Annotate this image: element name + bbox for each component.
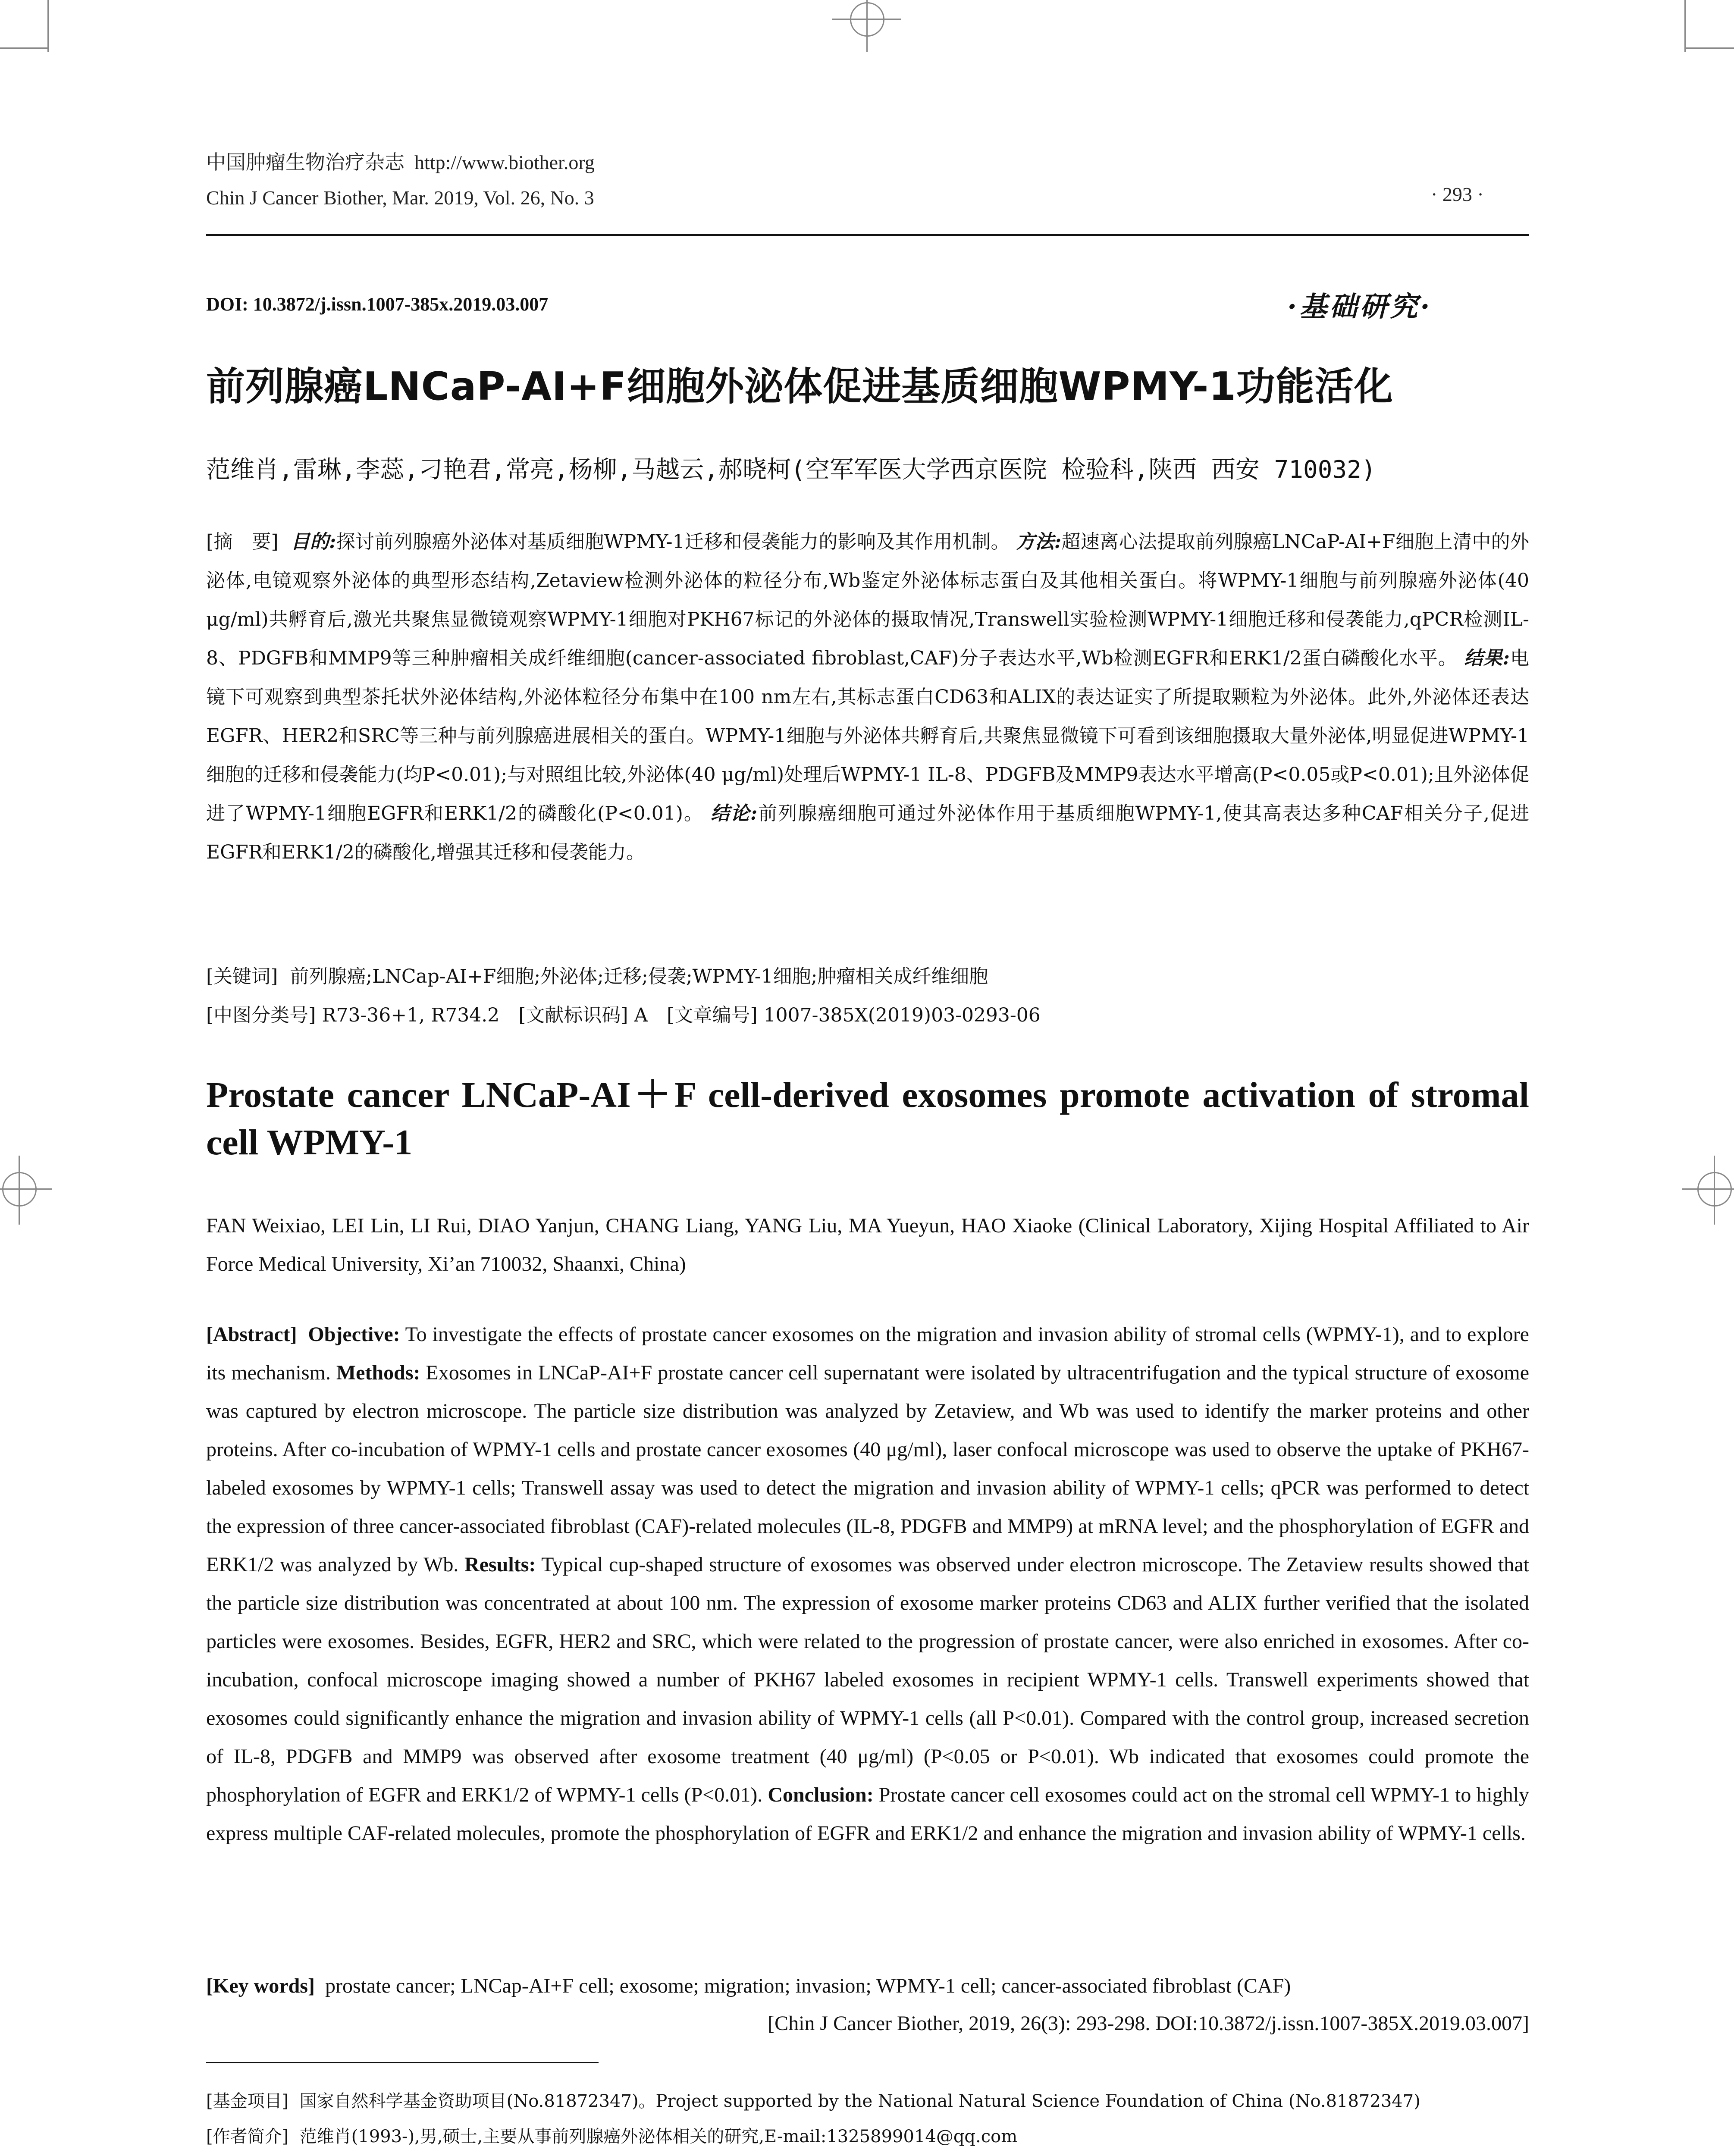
- journal-name-cn: 中国肿瘤生物治疗杂志: [206, 150, 404, 174]
- authors-en: FAN Weixiao, LEI Lin, LI Rui, DIAO Yanjun, CHANG Liang, YANG Liu, MA Yueyun, HAO Xiaoke (Clinical Laboratory, Xijing Hospital Affiliated to Air Force Medical University, Xi’an 710032, Shaanxi, China): [206, 1214, 1529, 1275]
- methods-label-en: Methods:: [336, 1361, 420, 1384]
- author-text: 范维肖(1993-),男,硕士,主要从事前列腺癌外泌体相关的研究,E-mail:1325899014@qq.com: [299, 2127, 1018, 2147]
- results-label-en: Results:: [464, 1553, 536, 1576]
- doi: DOI: 10.3872/j.issn.1007-385x.2019.03.007: [206, 294, 549, 315]
- objective-label-en: Objective:: [308, 1323, 400, 1346]
- keywords-cn-label: [关键词]: [206, 965, 278, 987]
- section-tag: ·基础研究·: [1287, 291, 1433, 323]
- methods-cn: 超速离心法提取前列腺癌LNCaP-AI+F细胞上清中的外泌体,电镜观察外泌体的典型形态结构,Zetaview检测外泌体的粒径分布,Wb鉴定外泌体标志蛋白及其他相关蛋白。将WPMY-1细胞与前列腺癌外泌体(40 μg/ml)共孵育后,激光共聚焦显微镜观察WPMY-1细胞对PKH67标记的外泌体的摄取情况,Transwell实验检测WPMY-1细胞迁移和侵袭能力,qPCR检测IL-8、PDGFB和MMP9等三种肿瘤相关成纤维细胞(cancer-associated fibroblast,CAF)分子表达水平,Wb检测EGFR和ERK1/2蛋白磷酸化水平。: [206, 531, 1529, 669]
- classification-cn: [中图分类号] R73-36+1, R734.2 [文献标识码] A [文章编号] 1007-385X(2019)03-0293-06: [206, 1004, 1041, 1026]
- abstract-cn: [206, 523, 1529, 872]
- keywords-cn: [206, 961, 988, 988]
- journal-url[interactable]: http://www.biother.org: [414, 151, 595, 173]
- title-en: Prostate cancer LNCaP-AI＋F cell-derived exosomes promote activation of stromal cell WPMY-1: [206, 1075, 1529, 1163]
- footnotes: [206, 2084, 1529, 2156]
- author-label: [作者简介]: [206, 2127, 289, 2147]
- abstract-cn-head: [摘 要]: [206, 531, 279, 553]
- citation: [Chin J Cancer Biother, 2019, 26(3): 293-298. DOI:10.3872/j.issn.1007-385X.2019.03.007]: [768, 2012, 1529, 2035]
- conclusion-label-en: Conclusion:: [768, 1783, 874, 1806]
- objective-cn: 探讨前列腺癌外泌体对基质细胞WPMY-1迁移和侵袭能力的影响及其作用机制。: [336, 531, 1010, 553]
- methods-label-cn: 方法:: [1016, 531, 1062, 553]
- keywords-en-text: prostate cancer; LNCap-AI+F cell; exosome; migration; invasion; WPMY-1 cell; cancer-associated fibroblast (CAF): [325, 1974, 1291, 1997]
- page-number: · 293 ·: [1431, 183, 1484, 205]
- funding-label: [基金项目]: [206, 2091, 289, 2111]
- journal-name-en: Chin J Cancer Biother, Mar. 2019, Vol. 26, No. 3: [206, 187, 594, 209]
- title-cn: 前列腺癌LNCaP-AI+F细胞外泌体促进基质细胞WPMY-1功能活化: [206, 364, 1393, 409]
- footnote-funding: [206, 2084, 1529, 2119]
- footnote-author: [206, 2119, 1529, 2154]
- results-label-cn: 结果:: [1464, 647, 1510, 669]
- objective-en: To investigate the effects of prostate cancer exosomes on the migration and invasion ability of stromal cells (WPMY-1), and to explore its mechanism.: [206, 1323, 1529, 1384]
- conclusion-label-cn: 结论:: [710, 802, 758, 824]
- results-cn: 电镜下可观察到典型茶托状外泌体结构,外泌体粒径分布集中在100 nm左右,其标志蛋白CD63和ALIX的表达证实了所提取颗粒为外泌体。此外,外泌体还表达EGFR、HER2和SRC等三种与前列腺癌进展相关的蛋白。WPMY-1细胞与外泌体共孵育后,共聚焦显微镜下可看到该细胞摄取大量外泌体,明显促进WPMY-1细胞的迁移和侵袭能力(均P<0.01);与对照组比较,外泌体(40 μg/ml)处理后WPMY-1 IL-8、PDGFB及MMP9表达水平增高(P<0.05或P<0.01);且外泌体促进了WPMY-1细胞EGFR和ERK1/2的磷酸化(P<0.01)。: [206, 647, 1529, 824]
- footnote-rule: [206, 2062, 599, 2063]
- journal-header-cn: [206, 147, 595, 175]
- funding-text: 国家自然科学基金资助项目(No.81872347)。Project supported by the National Natural Science Foundation of China (No.81872347): [299, 2091, 1420, 2111]
- conclusion-en: Prostate cancer cell exosomes could act on the stromal cell WPMY-1 to highly express multiple CAF-related molecules, promote the phosphorylation of EGFR and ERK1/2 and enhance the migration and invasion ability of WPMY-1 cells.: [206, 1783, 1530, 1845]
- objective-label-cn: 目的:: [291, 531, 336, 553]
- keywords-cn-text: 前列腺癌;LNCap-AI+F细胞;外泌体;迁移;侵袭;WPMY-1细胞;肿瘤相关成纤维细胞: [290, 965, 988, 987]
- results-en: Typical cup-shaped structure of exosomes was observed under electron microscope. The Zetaview results showed that the particle size distribution was concentrated at about 100 nm. The expression of exosome marker proteins CD63 and ALIX further verified that the isolated particles were exosomes. Besides, EGFR, HER2 and SRC, which were related to the progression of prostate cancer, were also enriched in exosomes. After co-incubation, confocal microscope imaging showed a number of PKH67 labeled exosomes in recipient WPMY-1 cells. Transwell experiments showed that exosomes could significantly enhance the migration and invasion ability of WPMY-1 cells (all P<0.01). Compared with the control group, increased secretion of IL-8, PDGFB and MMP9 was observed after exosome treatment (40 μg/ml) (P<0.05 or P<0.01). Wb indicated that exosomes could promote the phosphorylation of EGFR and ERK1/2 of WPMY-1 cells (P<0.01).: [206, 1553, 1529, 1806]
- abstract-en-head: [Abstract]: [206, 1323, 297, 1346]
- header-rule: [206, 234, 1529, 236]
- conclusion-cn: 前列腺癌细胞可通过外泌体作用于基质细胞WPMY-1,使其高表达多种CAF相关分子,促进EGFR和ERK1/2的磷酸化,增强其迁移和侵袭能力。: [206, 802, 1529, 863]
- abstract-en: [206, 1315, 1529, 1852]
- methods-en: Exosomes in LNCaP-AI+F prostate cancer cell supernatant were isolated by ultracentrifugation and the typical structure of exosome was captured by electron microscope. The particle size distribution was analyzed by Zetaview, and Wb was used to identify the marker proteins and other proteins. After co-incubation of WPMY-1 cells and prostate cancer exosomes (40 μg/ml), laser confocal microscope was used to observe the uptake of PKH67-labeled exosomes by WPMY-1 cells; Transwell assay was used to detect the migration and invasion ability of WPMY-1 cells; qPCR was performed to detect the expression of three cancer-associated fibroblast (CAF)-related molecules (IL-8, PDGFB and MMP9) at mRNA level; and the phosphorylation of EGFR and ERK1/2 was analyzed by Wb.: [206, 1361, 1529, 1576]
- keywords-en-label: [Key words]: [206, 1974, 315, 1997]
- footnote-corresponding: [206, 2154, 1529, 2156]
- authors-cn: 范维肖,雷琳,李蕊,刁艳君,常亮,杨柳,马越云,郝晓柯(空军军医大学西京医院 检验科,陕西 西安 710032): [206, 456, 1376, 484]
- keywords-en: [206, 1974, 1291, 1998]
